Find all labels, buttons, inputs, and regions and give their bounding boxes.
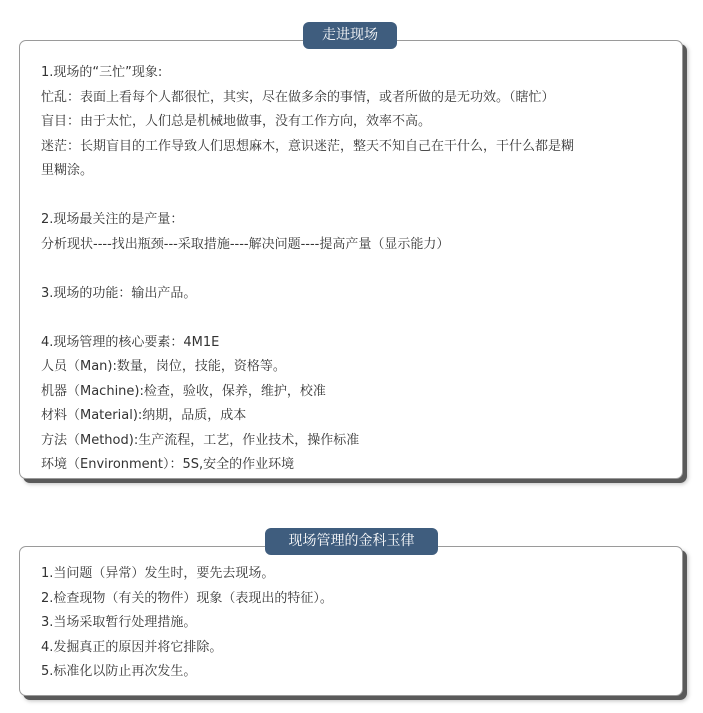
rule-item: 3.当场采取暂行处理措施。 <box>41 615 197 630</box>
text-line: 盲目：由于太忙，人们总是机械地做事，没有工作方向，效率不高。 <box>41 114 432 129</box>
text-line: 人员（Man):数量，岗位，技能，资格等。 <box>41 359 286 374</box>
text-line: 分析现状----找出瓶颈---采取措施----解决问题----提高产量（显示能力） <box>41 236 450 252</box>
rule-item: 2.检查现物（有关的物件）现象（表现出的特征）。 <box>41 590 333 606</box>
text-line: 迷茫：长期盲目的工作导致人们思想麻木，意识迷茫，整天不知自己在干什么，干什么都是糊 <box>41 138 575 154</box>
section-card-intro <box>19 40 683 479</box>
spacer <box>41 184 666 209</box>
text-line: 材料（Material):纳期，品质，成本 <box>41 408 247 423</box>
spacer <box>41 257 666 282</box>
text-line: 3.现场的功能：输出产品。 <box>41 285 197 301</box>
text-line: 4.现场管理的核心要素：4M1E <box>41 334 220 350</box>
text-line: 方法（Method):生产流程，工艺，作业技术，操作标准 <box>41 432 360 448</box>
rule-item: 5.标准化以防止再次发生。 <box>41 664 197 679</box>
text-line: 机器（Machine):检查，验收，保养，维护，校准 <box>41 383 326 399</box>
rule-item: 4.发掘真正的原因并将它排除。 <box>41 639 223 655</box>
text-line: 环境（Environment）：5S,安全的作业环境 <box>41 457 295 472</box>
section-card-golden-rules <box>19 546 683 696</box>
text-line: 1.现场的“三忙”现象: <box>41 65 163 80</box>
section-title-intro: 走进现场 <box>303 22 397 49</box>
section-content-golden-rules <box>41 562 666 685</box>
section-content-intro <box>41 61 666 478</box>
text-line: 里糊涂。 <box>41 163 94 178</box>
text-line: 2.现场最关注的是产量： <box>41 212 184 227</box>
section-title-golden-rules: 现场管理的金科玉律 <box>265 528 438 555</box>
text-line: 忙乱：表面上看每个人都很忙，其实，尽在做多余的事情，或者所做的是无功效。（瞎忙） <box>41 89 555 105</box>
rule-item: 1.当问题（异常）发生时，要先去现场。 <box>41 566 275 581</box>
spacer <box>41 306 666 331</box>
